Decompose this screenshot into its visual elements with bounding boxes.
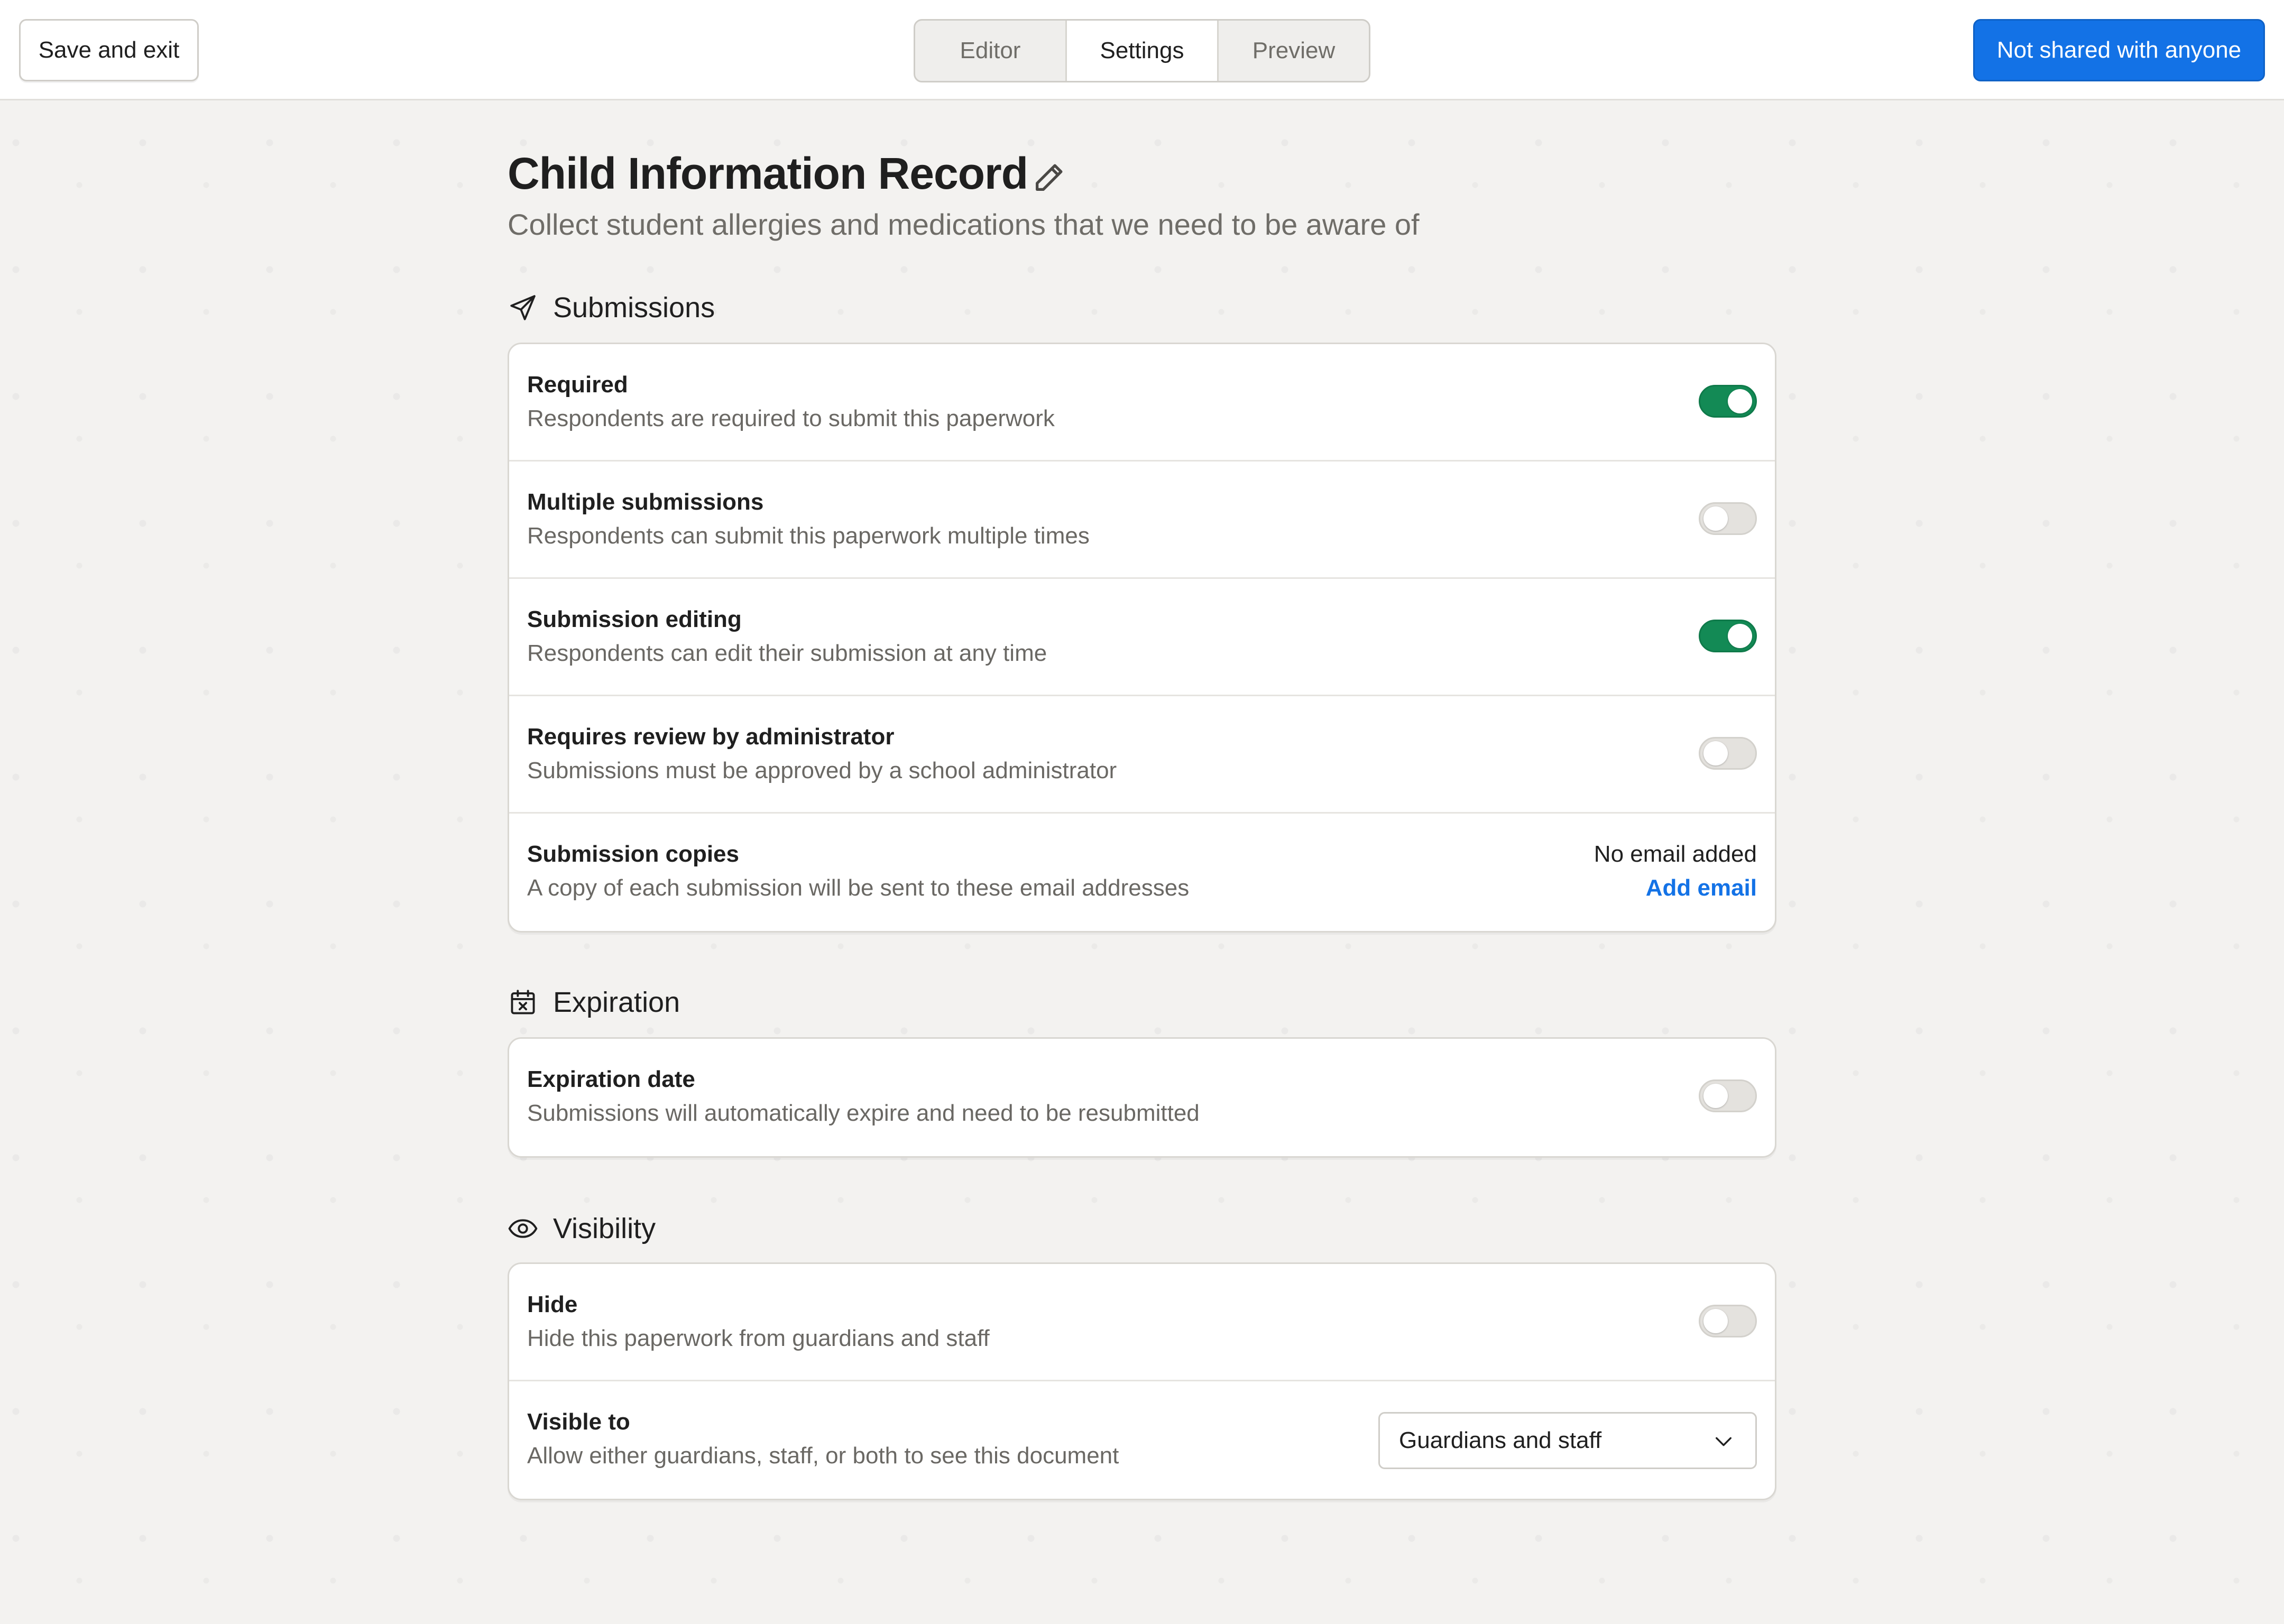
- setting-description: Respondents are required to submit this paperwork: [527, 405, 1055, 431]
- visible-to-select[interactable]: [1378, 1412, 1757, 1469]
- setting-description: Respondents can edit their submission at any time: [527, 640, 1047, 666]
- share-button[interactable]: Not shared with anyone: [1973, 19, 2265, 81]
- setting-title: Visible to: [527, 1409, 630, 1435]
- visibility-card: [508, 1262, 1776, 1500]
- tab-settings[interactable]: Settings: [1067, 21, 1219, 81]
- top-bar: [0, 0, 2284, 100]
- setting-title: Expiration date: [527, 1066, 695, 1092]
- setting-description: Submissions will automatically expire and need to be resubmitted: [527, 1100, 1200, 1126]
- setting-title: Multiple submissions: [527, 489, 764, 515]
- section-heading-visibility: [508, 1207, 656, 1250]
- toggle-knob: [1703, 1309, 1728, 1333]
- send-icon: [508, 292, 538, 323]
- multiple-submissions-toggle[interactable]: [1699, 502, 1757, 535]
- section-heading-label: Expiration: [553, 986, 680, 1018]
- setting-row-required: [509, 344, 1775, 462]
- toggle-knob: [1703, 1084, 1728, 1108]
- setting-title: Hide: [527, 1291, 578, 1317]
- page-subtitle: Collect student allergies and medications that we need to be aware of: [508, 208, 1420, 241]
- setting-title: Required: [527, 372, 628, 398]
- section-heading-label: Submissions: [553, 292, 715, 324]
- setting-row-submission-editing: [509, 579, 1775, 696]
- setting-description: Hide this paperwork from guardians and staff: [527, 1325, 990, 1351]
- select-value: Guardians and staff: [1399, 1427, 1602, 1453]
- setting-row-submission-copies: [509, 814, 1775, 931]
- eye-icon: [508, 1213, 538, 1244]
- chevron-down-icon: [1713, 1434, 1734, 1450]
- toggle-knob: [1728, 624, 1752, 648]
- expiration-date-toggle[interactable]: [1699, 1079, 1757, 1112]
- setting-row-expiration-date: [509, 1039, 1775, 1156]
- setting-row-multiple-submissions: [509, 462, 1775, 579]
- page-title: Child Information Record: [508, 149, 1028, 198]
- toggle-knob: [1703, 506, 1728, 531]
- copies-status-text: No email added: [1594, 841, 1757, 867]
- setting-title: Submission copies: [527, 841, 739, 867]
- add-email-link[interactable]: Add email: [1645, 875, 1757, 901]
- requires-review-toggle[interactable]: [1699, 737, 1757, 770]
- section-heading-expiration: [508, 981, 680, 1023]
- save-and-exit-button[interactable]: Save and exit: [19, 19, 199, 81]
- tab-editor[interactable]: Editor: [915, 21, 1067, 81]
- setting-row-hide: [509, 1264, 1775, 1381]
- mode-tabs: [914, 19, 1370, 82]
- setting-title: Requires review by administrator: [527, 724, 895, 750]
- setting-description: A copy of each submission will be sent to these email addresses: [527, 875, 1190, 901]
- setting-row-requires-review: [509, 696, 1775, 814]
- toggle-knob: [1703, 741, 1728, 765]
- hide-toggle[interactable]: [1699, 1305, 1757, 1337]
- toggle-knob: [1728, 389, 1752, 413]
- submissions-card: [508, 343, 1776, 933]
- expiration-card: [508, 1037, 1776, 1158]
- submission-editing-toggle[interactable]: [1699, 620, 1757, 652]
- pencil-icon[interactable]: [1031, 159, 1068, 196]
- setting-row-visible-to: [509, 1381, 1775, 1499]
- calendar-x-icon: [508, 987, 538, 1018]
- tab-preview[interactable]: Preview: [1252, 38, 1336, 63]
- setting-title: Submission editing: [527, 606, 742, 632]
- required-toggle[interactable]: [1699, 385, 1757, 418]
- setting-description: Submissions must be approved by a school administrator: [527, 758, 1117, 783]
- setting-description: Allow either guardians, staff, or both to see this document: [527, 1443, 1119, 1469]
- section-heading-submissions: [508, 287, 715, 329]
- setting-description: Respondents can submit this paperwork multiple times: [527, 523, 1090, 549]
- section-heading-label: Visibility: [553, 1213, 656, 1244]
